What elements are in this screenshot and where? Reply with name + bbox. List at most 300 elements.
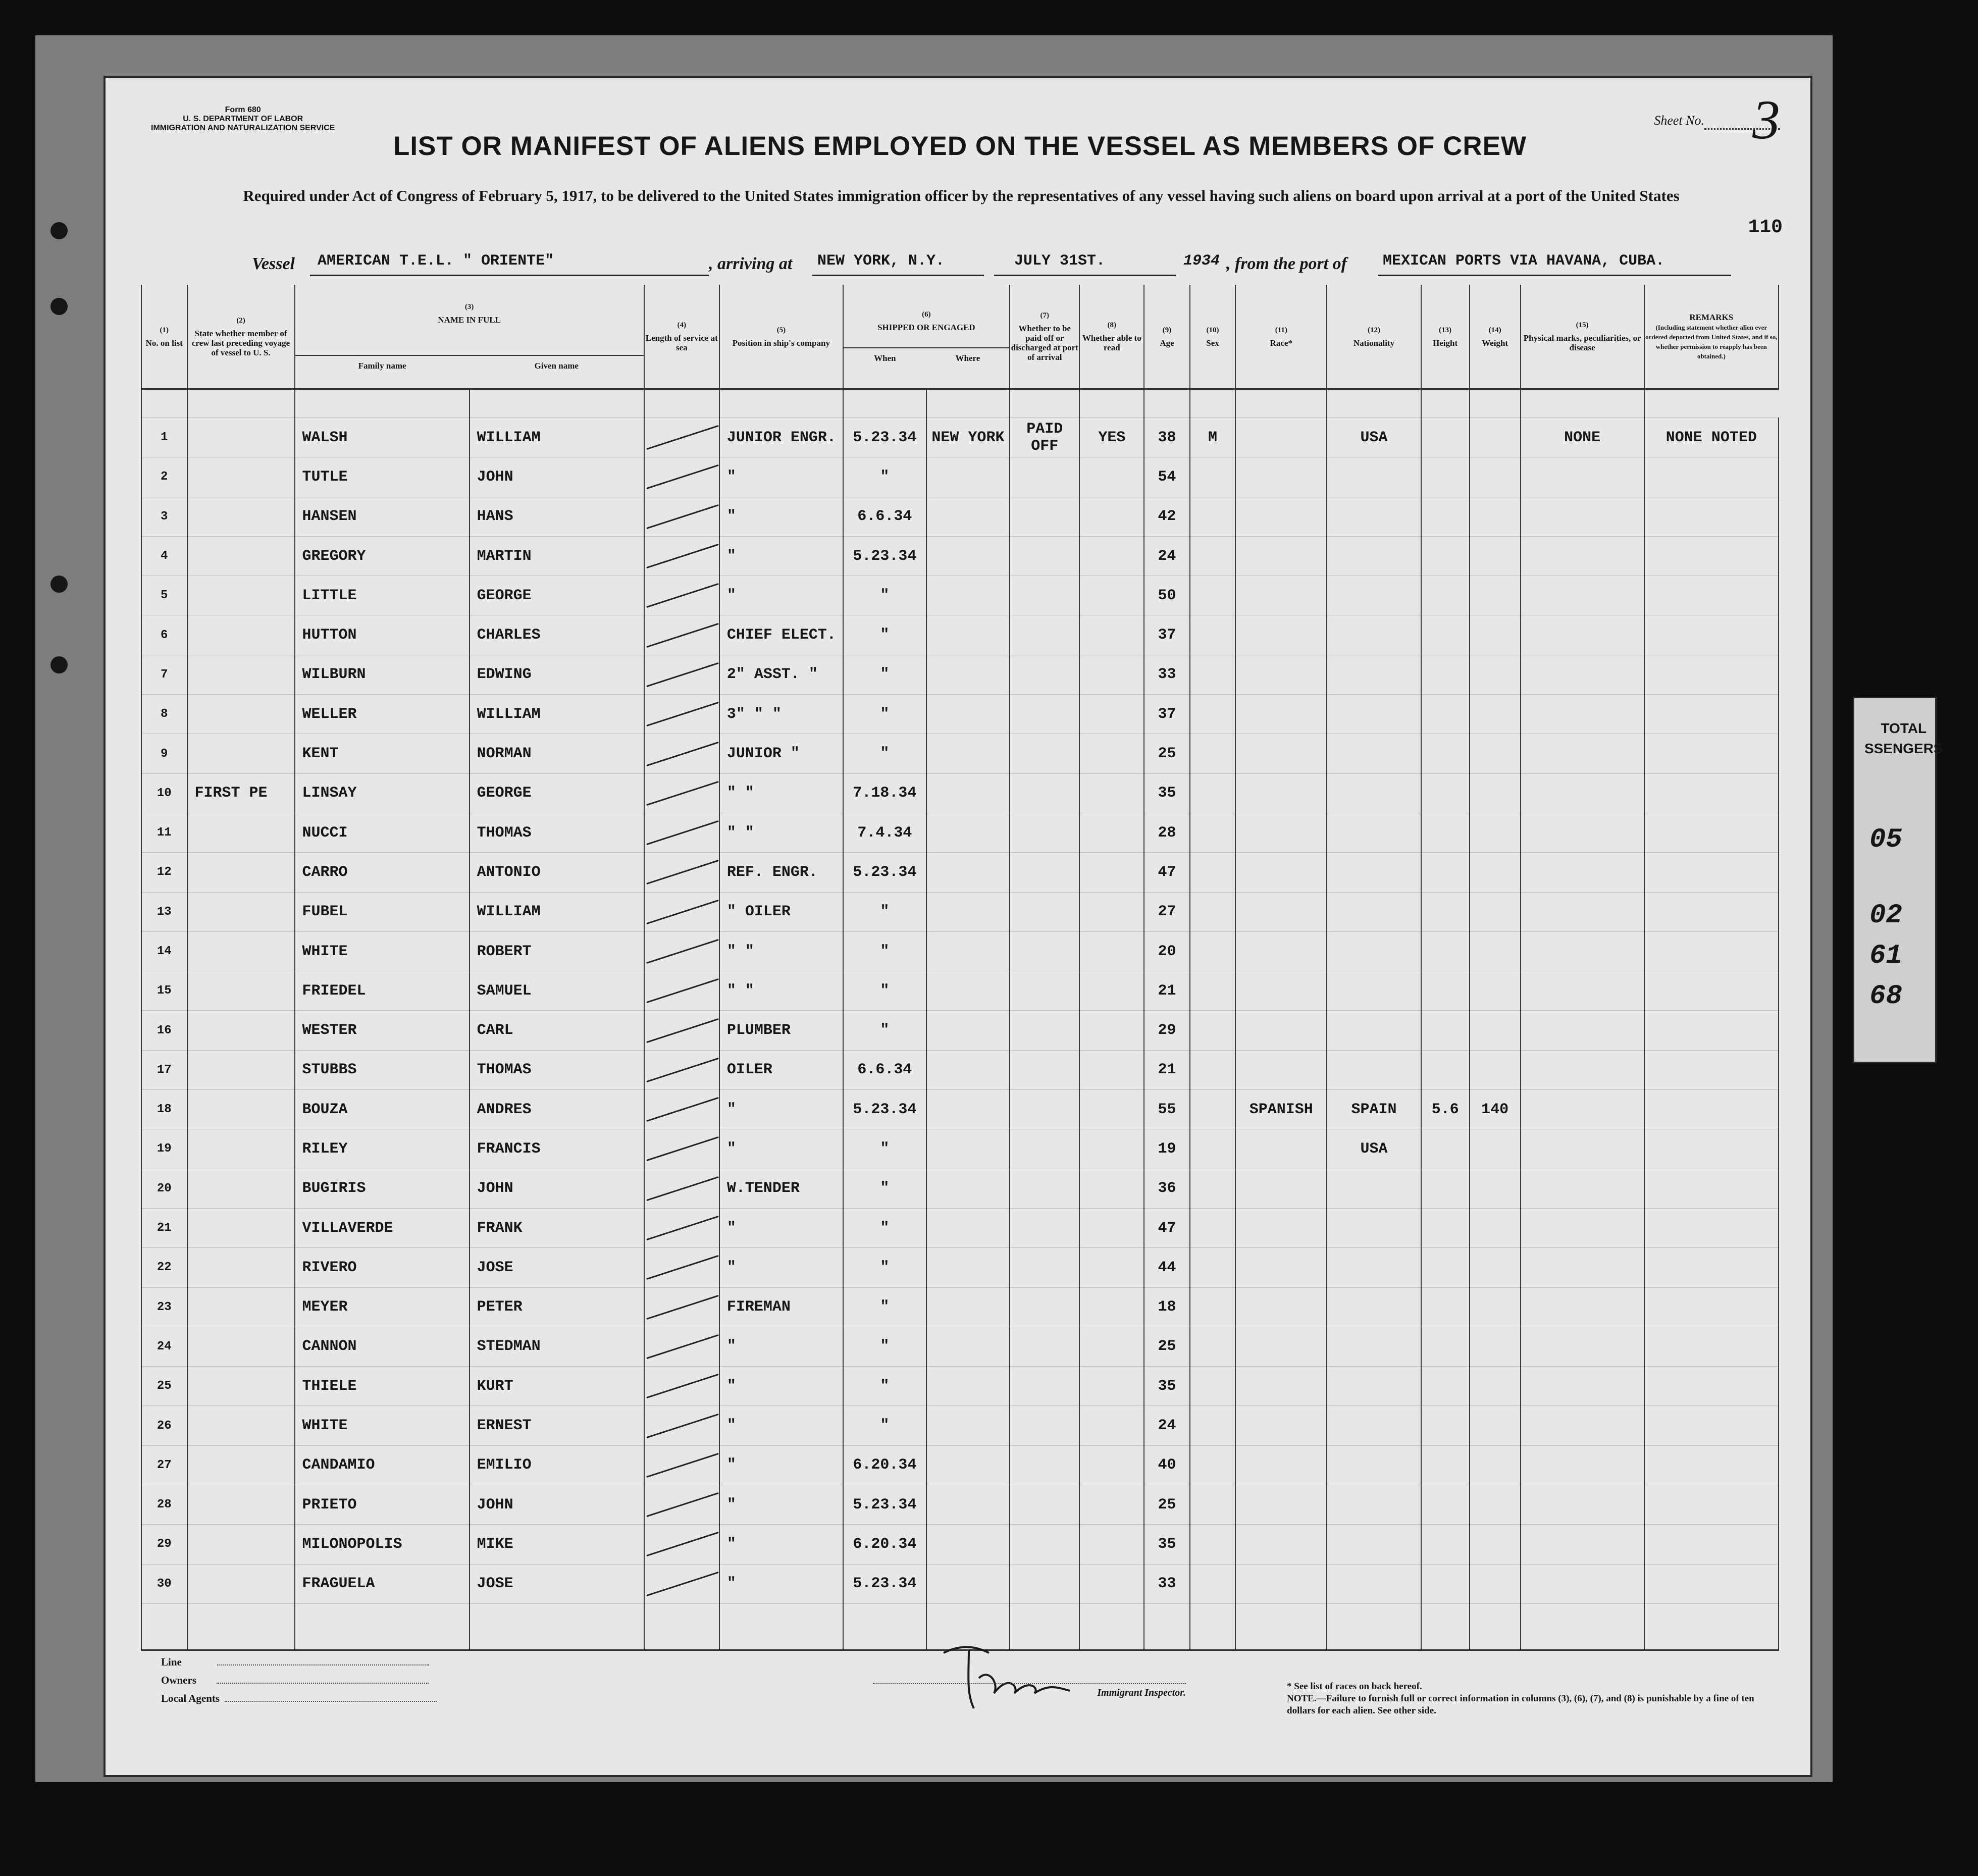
cell-shipped-where — [926, 1327, 1010, 1366]
cell-sex — [1190, 1564, 1236, 1603]
cell-physical-marks — [1521, 1564, 1644, 1603]
cell-physical-marks — [1521, 1208, 1644, 1247]
cell-list-number: 27 — [141, 1445, 187, 1485]
cell-able-to-read: YES — [1079, 418, 1144, 457]
cell-race — [1235, 536, 1327, 576]
cell-age: 21 — [1144, 1050, 1190, 1089]
cell-weight — [1470, 1327, 1521, 1366]
cell-family-name: GREGORY — [295, 536, 470, 576]
owners-label: Owners — [161, 1674, 196, 1686]
cell-previous-voyage — [187, 734, 295, 773]
cell-shipped-when: " — [843, 1367, 926, 1406]
cell-given-name: EDWING — [470, 655, 644, 694]
cell-length-of-service — [644, 1129, 719, 1169]
cell-weight — [1470, 1129, 1521, 1169]
cell-list-number: 14 — [141, 931, 187, 971]
cell-sex — [1190, 1525, 1236, 1564]
cell-previous-voyage — [187, 1050, 295, 1089]
table-row — [141, 536, 1779, 576]
col-sex: (10) Sex — [1190, 285, 1236, 389]
service-tick-mark — [646, 464, 719, 489]
cell-height — [1421, 536, 1470, 576]
cell-nationality — [1327, 1011, 1421, 1050]
form-identifier: Form 680 U. S. DEPARTMENT OF LABOR IMMIGRATION AND NATURALIZATION SERVICE — [151, 106, 335, 132]
service-tick-mark — [646, 1255, 719, 1280]
cell-able-to-read — [1079, 457, 1144, 497]
cell-race — [1235, 773, 1327, 813]
cell-height — [1421, 1011, 1470, 1050]
table-row — [141, 418, 1779, 457]
cell-height — [1421, 1248, 1470, 1287]
cell-given-name: WILLIAM — [470, 695, 644, 734]
cell-previous-voyage — [187, 1011, 295, 1050]
cell-paid-off — [1010, 1367, 1079, 1406]
cell-position: W.TENDER — [719, 1169, 843, 1208]
cell-paid-off — [1010, 1406, 1079, 1445]
cell-height — [1421, 813, 1470, 852]
cell-weight — [1470, 773, 1521, 813]
table-row — [141, 1406, 1779, 1445]
cell-sex: M — [1190, 418, 1236, 457]
cell-height — [1421, 853, 1470, 892]
cell-paid-off — [1010, 931, 1079, 971]
cell-given-name: HANS — [470, 497, 644, 536]
cell-position: " — [719, 1564, 843, 1603]
table-row — [141, 813, 1779, 852]
cell-able-to-read — [1079, 1129, 1144, 1169]
cell-age: 28 — [1144, 813, 1190, 852]
cell-list-number: 15 — [141, 971, 187, 1011]
cell-list-number: 5 — [141, 576, 187, 615]
cell-length-of-service — [644, 813, 719, 852]
cell-remarks — [1644, 1129, 1779, 1169]
service-tick-mark — [646, 1018, 719, 1043]
cell-shipped-where — [926, 1129, 1010, 1169]
cell-shipped-where — [926, 892, 1010, 931]
cell-list-number: 12 — [141, 853, 187, 892]
service-tick-mark — [646, 623, 719, 648]
cell-height — [1421, 1208, 1470, 1247]
cell-previous-voyage — [187, 1169, 295, 1208]
cell-list-number: 29 — [141, 1525, 187, 1564]
cell-shipped-where — [926, 655, 1010, 694]
cell-age: 38 — [1144, 418, 1190, 457]
cell-remarks — [1644, 497, 1779, 536]
cell-shipped-where — [926, 1287, 1010, 1327]
cell-given-name: ANTONIO — [470, 853, 644, 892]
service-tick-mark — [646, 1532, 719, 1556]
cell-race — [1235, 1564, 1327, 1603]
cell-length-of-service — [644, 1248, 719, 1287]
cell-paid-off — [1010, 457, 1079, 497]
cell-shipped-where — [926, 1090, 1010, 1129]
cell-remarks — [1644, 773, 1779, 813]
cell-list-number: 10 — [141, 773, 187, 813]
table-spacer-row — [141, 389, 1779, 418]
tab-value: 05 — [1869, 824, 1902, 855]
cell-remarks — [1644, 457, 1779, 497]
cell-given-name: KURT — [470, 1367, 644, 1406]
cell-previous-voyage — [187, 497, 295, 536]
cell-nationality — [1327, 695, 1421, 734]
cell-given-name: MIKE — [470, 1525, 644, 1564]
cell-nationality — [1327, 1327, 1421, 1366]
cell-list-number: 20 — [141, 1169, 187, 1208]
cell-shipped-when: " — [843, 615, 926, 655]
col-length-of-service: (4) Length of service at sea — [644, 285, 719, 389]
service-tick-mark — [646, 1136, 719, 1161]
cell-age: 35 — [1144, 1525, 1190, 1564]
cell-nationality — [1327, 1367, 1421, 1406]
cell-able-to-read — [1079, 1050, 1144, 1089]
service-tick-mark — [646, 1492, 719, 1517]
cell-nationality — [1327, 1564, 1421, 1603]
cell-nationality: USA — [1327, 418, 1421, 457]
cell-height — [1421, 1525, 1470, 1564]
cell-physical-marks — [1521, 576, 1644, 615]
cell-age: 37 — [1144, 615, 1190, 655]
cell-given-name: NORMAN — [470, 734, 644, 773]
adjacent-sheet-tab — [1853, 697, 1943, 1063]
cell-nationality — [1327, 497, 1421, 536]
cell-weight — [1470, 536, 1521, 576]
cell-race — [1235, 457, 1327, 497]
cell-length-of-service — [644, 1208, 719, 1247]
cell-nationality — [1327, 853, 1421, 892]
cell-family-name: WALSH — [295, 418, 470, 457]
cell-physical-marks: NONE — [1521, 418, 1644, 457]
cell-sex — [1190, 1406, 1236, 1445]
cell-paid-off — [1010, 1327, 1079, 1366]
cell-family-name: CANDAMIO — [295, 1445, 470, 1485]
cell-position: " — [719, 1485, 843, 1525]
cell-list-number: 11 — [141, 813, 187, 852]
punch-hole — [50, 576, 68, 593]
cell-sex — [1190, 536, 1236, 576]
table-row — [141, 1287, 1779, 1327]
punch-hole — [50, 298, 68, 315]
cell-age: 29 — [1144, 1011, 1190, 1050]
cell-shipped-where — [926, 1525, 1010, 1564]
service-tick-mark — [646, 1058, 719, 1082]
cell-position: FIREMAN — [719, 1287, 843, 1327]
cell-position: " — [719, 576, 843, 615]
col-physical-marks: (15) Physical marks, peculiarities, or disease — [1521, 285, 1644, 389]
cell-remarks — [1644, 1485, 1779, 1525]
cell-race — [1235, 576, 1327, 615]
cell-height — [1421, 892, 1470, 931]
service-tick-mark — [646, 662, 719, 687]
cell-list-number: 4 — [141, 536, 187, 576]
cell-height — [1421, 1564, 1470, 1603]
cell-physical-marks — [1521, 1525, 1644, 1564]
cell-family-name: MILONOPOLIS — [295, 1525, 470, 1564]
cell-able-to-read — [1079, 734, 1144, 773]
cell-previous-voyage — [187, 655, 295, 694]
cell-given-name: ROBERT — [470, 931, 644, 971]
cell-weight — [1470, 892, 1521, 931]
cell-given-name: PETER — [470, 1287, 644, 1327]
cell-physical-marks — [1521, 655, 1644, 694]
cell-physical-marks — [1521, 931, 1644, 971]
cell-shipped-where — [926, 853, 1010, 892]
cell-height — [1421, 971, 1470, 1011]
cell-able-to-read — [1079, 497, 1144, 536]
col-previous-voyage: (2) State whether member of crew last preceding voyage of vessel to U. S. — [187, 285, 295, 389]
cell-physical-marks — [1521, 695, 1644, 734]
cell-length-of-service — [644, 892, 719, 931]
cell-remarks — [1644, 1287, 1779, 1327]
stamp-number: 110 — [1748, 217, 1783, 238]
table-row — [141, 1208, 1779, 1247]
cell-given-name: JOHN — [470, 1485, 644, 1525]
cell-family-name: FRAGUELA — [295, 1564, 470, 1603]
cell-shipped-where — [926, 695, 1010, 734]
cell-sex — [1190, 576, 1236, 615]
cell-family-name: RILEY — [295, 1129, 470, 1169]
service-tick-mark — [646, 741, 719, 766]
cell-nationality: SPAIN — [1327, 1090, 1421, 1129]
cell-height — [1421, 1129, 1470, 1169]
cell-paid-off — [1010, 1208, 1079, 1247]
cell-age: 47 — [1144, 1208, 1190, 1247]
punch-hole — [50, 656, 68, 673]
cell-paid-off — [1010, 1011, 1079, 1050]
cell-given-name: FRANK — [470, 1208, 644, 1247]
cell-paid-off — [1010, 576, 1079, 615]
cell-remarks — [1644, 1090, 1779, 1129]
table-header-row — [141, 285, 1779, 389]
cell-remarks — [1644, 1327, 1779, 1366]
cell-length-of-service — [644, 1050, 719, 1089]
cell-race — [1235, 418, 1327, 457]
service-tick-mark — [646, 939, 719, 964]
cell-race — [1235, 1367, 1327, 1406]
cell-physical-marks — [1521, 892, 1644, 931]
cell-able-to-read — [1079, 1564, 1144, 1603]
cell-shipped-where — [926, 615, 1010, 655]
cell-remarks — [1644, 655, 1779, 694]
cell-weight — [1470, 457, 1521, 497]
cell-previous-voyage — [187, 536, 295, 576]
cell-shipped-when: " — [843, 1287, 926, 1327]
cell-family-name: HUTTON — [295, 615, 470, 655]
cell-age: 33 — [1144, 655, 1190, 694]
cell-length-of-service — [644, 853, 719, 892]
cell-previous-voyage — [187, 813, 295, 852]
table-row — [141, 655, 1779, 694]
cell-position: " — [719, 1327, 843, 1366]
arriving-underline — [812, 275, 984, 276]
cell-race — [1235, 1485, 1327, 1525]
cell-physical-marks — [1521, 1485, 1644, 1525]
cell-position: 2" ASST. " — [719, 655, 843, 694]
cell-previous-voyage — [187, 971, 295, 1011]
cell-paid-off — [1010, 1445, 1079, 1485]
cell-race — [1235, 892, 1327, 931]
table-row — [141, 1485, 1779, 1525]
cell-remarks — [1644, 1050, 1779, 1089]
cell-weight — [1470, 615, 1521, 655]
cell-remarks — [1644, 1011, 1779, 1050]
cell-position: " — [719, 497, 843, 536]
cell-race — [1235, 931, 1327, 971]
cell-height — [1421, 1050, 1470, 1089]
cell-height — [1421, 497, 1470, 536]
col-age: (9) Age — [1144, 285, 1190, 389]
cell-age: 35 — [1144, 1367, 1190, 1406]
cell-shipped-when: " — [843, 1208, 926, 1247]
service-tick-mark — [646, 504, 719, 529]
cell-shipped-when: 5.23.34 — [843, 536, 926, 576]
cell-age: 21 — [1144, 971, 1190, 1011]
cell-previous-voyage: FIRST PE — [187, 773, 295, 813]
cell-previous-voyage — [187, 457, 295, 497]
cell-length-of-service — [644, 457, 719, 497]
cell-able-to-read — [1079, 773, 1144, 813]
cell-physical-marks — [1521, 773, 1644, 813]
cell-sex — [1190, 773, 1236, 813]
cell-paid-off — [1010, 1248, 1079, 1287]
cell-race — [1235, 615, 1327, 655]
cell-able-to-read — [1079, 853, 1144, 892]
cell-height — [1421, 1287, 1470, 1327]
cell-physical-marks — [1521, 1050, 1644, 1089]
cell-nationality — [1327, 615, 1421, 655]
cell-physical-marks — [1521, 1287, 1644, 1327]
cell-length-of-service — [644, 1564, 719, 1603]
table-row — [141, 1327, 1779, 1366]
cell-position: " — [719, 457, 843, 497]
cell-height — [1421, 457, 1470, 497]
cell-paid-off — [1010, 536, 1079, 576]
cell-paid-off — [1010, 695, 1079, 734]
cell-physical-marks — [1521, 1011, 1644, 1050]
cell-sex — [1190, 1129, 1236, 1169]
cell-physical-marks — [1521, 971, 1644, 1011]
cell-weight — [1470, 734, 1521, 773]
cell-paid-off — [1010, 971, 1079, 1011]
cell-age: 25 — [1144, 1327, 1190, 1366]
total-passengers-label: TOTAL SSENGERS — [1864, 720, 1943, 756]
line-field — [217, 1664, 429, 1665]
service-tick-mark — [646, 820, 719, 845]
cell-position: " " — [719, 773, 843, 813]
cell-remarks: NONE NOTED — [1644, 418, 1779, 457]
col-paid-off: (7) Whether to be paid off or discharged at port of arrival — [1010, 285, 1079, 389]
cell-age: 25 — [1144, 1485, 1190, 1525]
cell-family-name: NUCCI — [295, 813, 470, 852]
cell-remarks — [1644, 892, 1779, 931]
cell-remarks — [1644, 695, 1779, 734]
cell-paid-off — [1010, 853, 1079, 892]
cell-length-of-service — [644, 773, 719, 813]
cell-paid-off — [1010, 1129, 1079, 1169]
cell-position: JUNIOR ENGR. — [719, 418, 843, 457]
cell-shipped-where — [926, 1367, 1010, 1406]
cell-family-name: BUGIRIS — [295, 1169, 470, 1208]
cell-age: 33 — [1144, 1564, 1190, 1603]
table-row — [141, 1050, 1779, 1089]
col-nationality: (12) Nationality — [1327, 285, 1421, 389]
cell-shipped-where — [926, 1050, 1010, 1089]
cell-position: JUNIOR " — [719, 734, 843, 773]
cell-given-name: JOHN — [470, 457, 644, 497]
cell-list-number: 9 — [141, 734, 187, 773]
cell-previous-voyage — [187, 931, 295, 971]
cell-age: 24 — [1144, 536, 1190, 576]
cell-age: 44 — [1144, 1248, 1190, 1287]
cell-sex — [1190, 1050, 1236, 1089]
cell-family-name: HANSEN — [295, 497, 470, 536]
cell-weight — [1470, 813, 1521, 852]
table-row — [141, 576, 1779, 615]
cell-height: 5.6 — [1421, 1090, 1470, 1129]
vessel-underline — [310, 275, 709, 276]
cell-weight — [1470, 1208, 1521, 1247]
cell-race — [1235, 1050, 1327, 1089]
cell-race — [1235, 497, 1327, 536]
cell-remarks — [1644, 1406, 1779, 1445]
cell-race — [1235, 1011, 1327, 1050]
cell-shipped-where: NEW YORK — [926, 418, 1010, 457]
cell-sex — [1190, 734, 1236, 773]
cell-previous-voyage — [187, 892, 295, 931]
cell-able-to-read — [1079, 1169, 1144, 1208]
cell-list-number: 21 — [141, 1208, 187, 1247]
cell-shipped-when: " — [843, 892, 926, 931]
col-name-in-full: (3) NAME IN FULL Family name Given name — [295, 285, 644, 389]
cell-race: SPANISH — [1235, 1090, 1327, 1129]
cell-family-name: VILLAVERDE — [295, 1208, 470, 1247]
cell-sex — [1190, 813, 1236, 852]
table-row — [141, 1367, 1779, 1406]
cell-race — [1235, 853, 1327, 892]
cell-age: 55 — [1144, 1090, 1190, 1129]
arrival-year: 1934 — [1183, 252, 1220, 270]
cell-shipped-where — [926, 1011, 1010, 1050]
cell-shipped-when: 6.20.34 — [843, 1525, 926, 1564]
cell-paid-off — [1010, 813, 1079, 852]
cell-sex — [1190, 1485, 1236, 1525]
cell-weight — [1470, 1445, 1521, 1485]
col-race: (11) Race* — [1235, 285, 1327, 389]
cell-shipped-when: 5.23.34 — [843, 418, 926, 457]
service-tick-mark — [646, 1413, 719, 1438]
cell-height — [1421, 773, 1470, 813]
cell-able-to-read — [1079, 1485, 1144, 1525]
cell-sex — [1190, 615, 1236, 655]
cell-shipped-where — [926, 931, 1010, 971]
cell-age: 20 — [1144, 931, 1190, 971]
cell-height — [1421, 1445, 1470, 1485]
cell-weight — [1470, 1011, 1521, 1050]
cell-nationality — [1327, 1525, 1421, 1564]
cell-nationality — [1327, 536, 1421, 576]
cell-sex — [1190, 1208, 1236, 1247]
cell-remarks — [1644, 971, 1779, 1011]
cell-weight: 140 — [1470, 1090, 1521, 1129]
cell-age: 42 — [1144, 497, 1190, 536]
cell-list-number: 26 — [141, 1406, 187, 1445]
cell-physical-marks — [1521, 1169, 1644, 1208]
cell-nationality — [1327, 1406, 1421, 1445]
cell-sex — [1190, 931, 1236, 971]
cell-able-to-read — [1079, 892, 1144, 931]
cell-family-name: RIVERO — [295, 1248, 470, 1287]
cell-age: 54 — [1144, 457, 1190, 497]
cell-race — [1235, 1445, 1327, 1485]
